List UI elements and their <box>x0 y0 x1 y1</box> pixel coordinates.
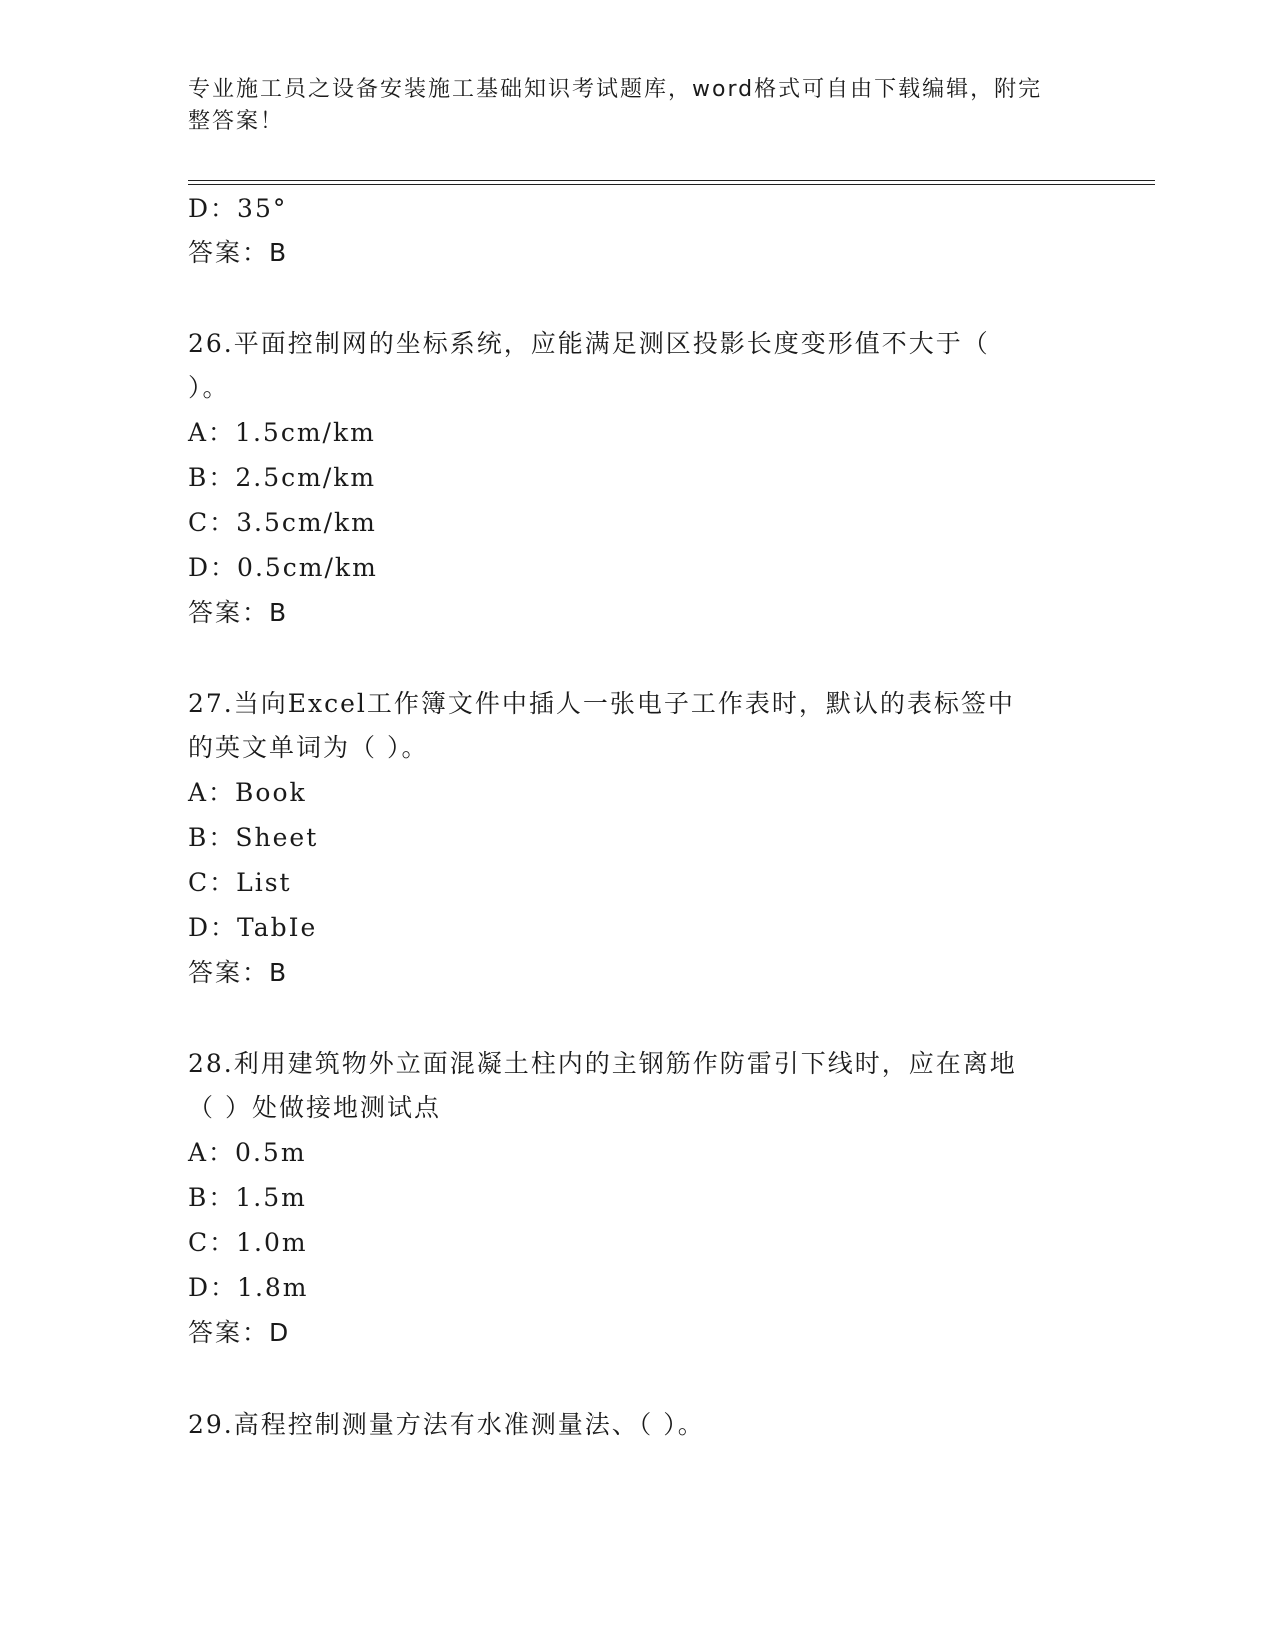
header-rule-top <box>188 180 1155 181</box>
q26-stem-line-1: 26.平面控制网的坐标系统，应能满足测区投影长度变形值不大于（ <box>188 329 990 358</box>
page-header <box>188 74 1068 138</box>
q26-option-d: D：0.5cm/km <box>188 553 378 582</box>
q29-stem-line-1: 29.高程控制测量方法有水准测量法、（ ）。 <box>188 1410 705 1439</box>
q27-stem-line-2: 的英文单词为（ ）。 <box>188 733 429 762</box>
q28-stem-line-1: 28.利用建筑物外立面混凝土柱内的主钢筋作防雷引下线时，应在离地 <box>188 1049 1017 1078</box>
q27-option-d: D：TabIe <box>188 913 318 942</box>
q28-answer: 答案：D <box>188 1318 291 1347</box>
q26-option-c: C：3.5cm/km <box>188 508 377 537</box>
q28-option-b: B：1.5m <box>188 1183 307 1212</box>
q27-option-a: A：Book <box>188 778 307 807</box>
q28-stem-line-2: （ ）处做接地测试点 <box>188 1093 441 1122</box>
q28-option-d: D：1.8m <box>188 1273 309 1302</box>
header-line-1: 专业施工员之设备安装施工基础知识考试题库，word格式可自由下载编辑，附完 <box>188 77 1043 102</box>
q28-option-c: C：1.0m <box>188 1228 308 1257</box>
q26-stem-line-2: ）。 <box>188 373 230 402</box>
q26-option-b: B：2.5cm/km <box>188 463 377 492</box>
prev-option-d: D：35° <box>188 194 288 223</box>
q27-option-c: C：List <box>188 868 292 897</box>
q27-option-b: B：Sheet <box>188 823 319 852</box>
q27-answer: 答案：B <box>188 958 289 987</box>
q26-answer: 答案：B <box>188 598 289 627</box>
q28-option-a: A：0.5m <box>188 1138 307 1167</box>
header-rule-bottom <box>188 184 1155 185</box>
q26-option-a: A：1.5cm/km <box>188 418 376 447</box>
prev-answer: 答案：B <box>188 238 289 267</box>
header-line-2: 整答案！ <box>188 109 285 134</box>
q27-stem-line-1: 27.当向Excel工作簿文件中插人一张电子工作表时，默认的表标签中 <box>188 689 1015 718</box>
